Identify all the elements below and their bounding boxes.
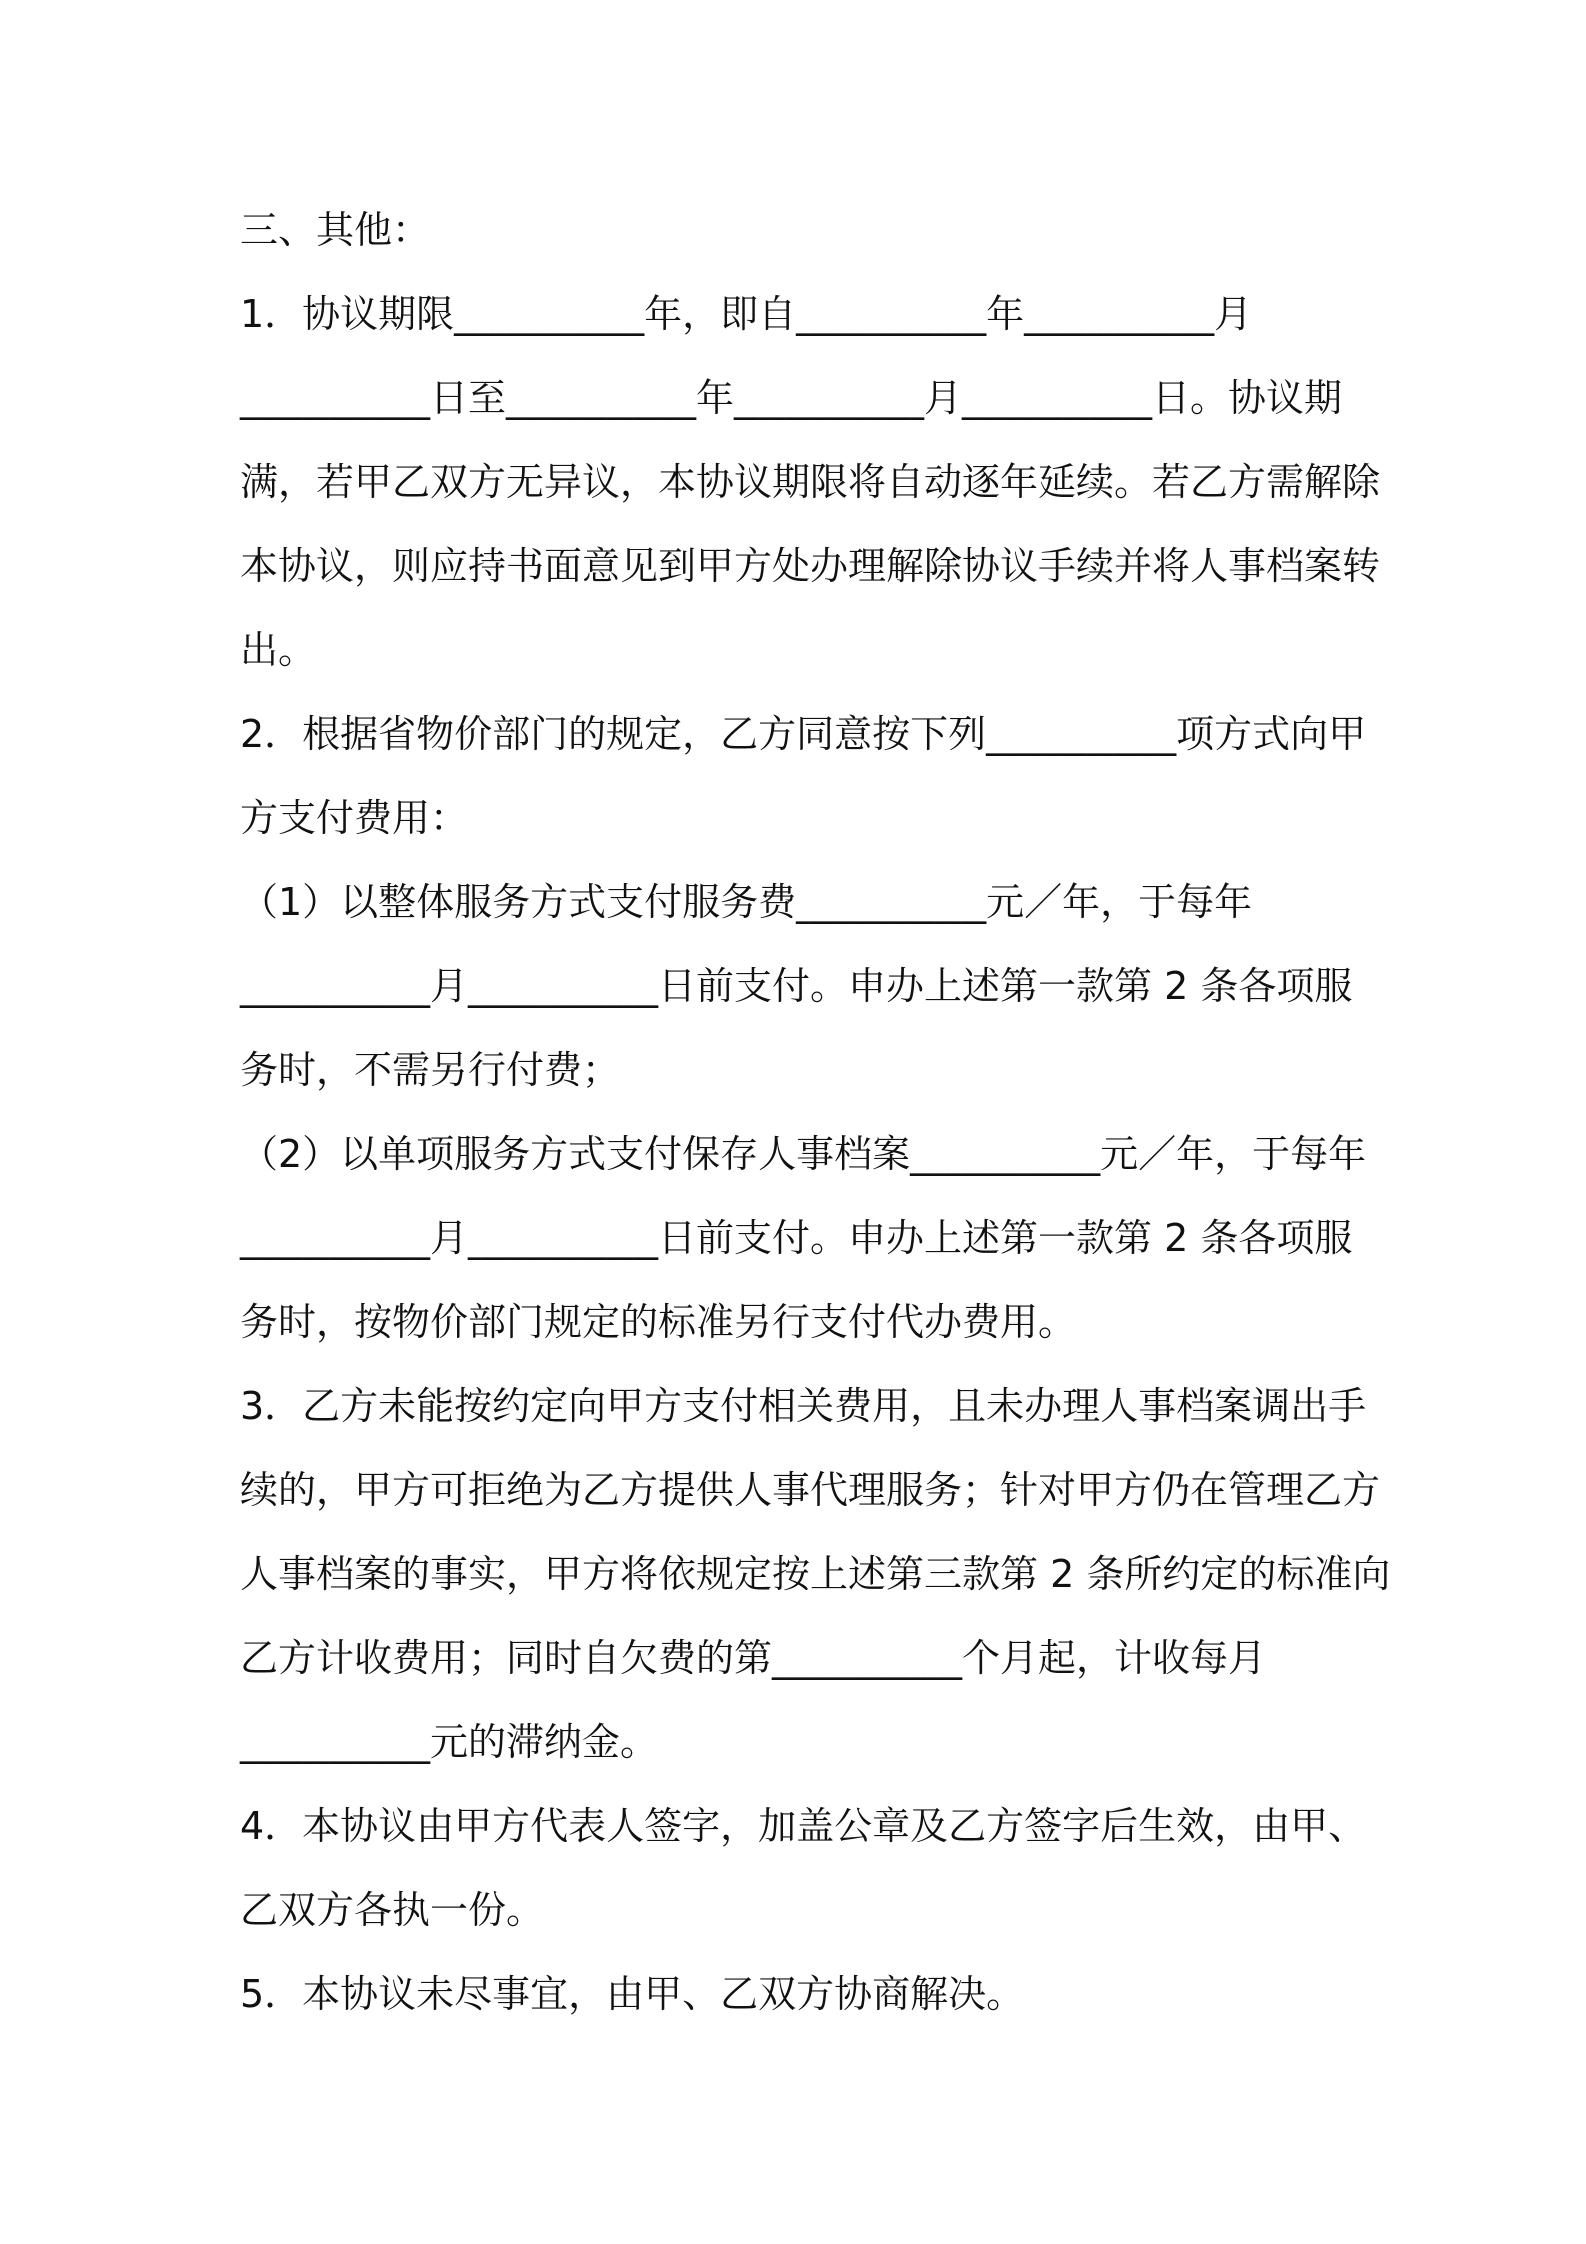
clause-2-item-2-line-1: （2）以单项服务方式支付保存人事档案__________元／年，于每年 <box>240 1132 1367 1176</box>
clause-3-line-1: 3．乙方未能按约定向甲方支付相关费用，且未办理人事档案调出手 <box>240 1384 1367 1428</box>
clause-1-line-3: 满，若甲乙双方无异议，本协议期限将自动逐年延续。若乙方需解除 <box>240 460 1381 504</box>
clause-3-line-2: 续的，甲方可拒绝为乙方提供人事代理服务；针对甲方仍在管理乙方 <box>240 1468 1381 1512</box>
clause-2-line-2: 方支付费用： <box>240 796 469 840</box>
clause-3-line-3: 人事档案的事实，甲方将依规定按上述第三款第 2 条所约定的标准向 <box>240 1552 1391 1596</box>
clause-1-line-1: 1．协议期限__________年，即自__________年__________月 <box>240 292 1253 336</box>
clause-2-line-1: 2．根据省物价部门的规定，乙方同意按下列__________项方式向甲 <box>240 712 1367 756</box>
clause-1-line-5: 出。 <box>240 628 317 672</box>
clause-2-item-2-line-3: 务时，按物价部门规定的标准另行支付代办费用。 <box>240 1300 1077 1344</box>
clause-2-item-1-line-3: 务时，不需另行付费； <box>240 1048 621 1092</box>
clause-1-line-2: __________日至__________年__________月__________日。协议期 <box>240 376 1343 420</box>
clause-2-item-1-line-2: __________月__________日前支付。申办上述第一款第 2 条各项服 <box>240 964 1353 1008</box>
section-heading: 三、其他： <box>240 208 431 252</box>
clause-2-item-1-line-1: （1）以整体服务方式支付服务费__________元／年，于每年 <box>240 880 1253 924</box>
clause-3-line-4: 乙方计收费用；同时自欠费的第__________个月起，计收每月 <box>240 1636 1267 1680</box>
clause-3-line-5: __________元的滞纳金。 <box>240 1720 659 1764</box>
clause-4-line-2: 乙双方各执一份。 <box>240 1888 545 1932</box>
clause-4-line-1: 4．本协议由甲方代表人签字，加盖公章及乙方签字后生效，由甲、 <box>240 1804 1367 1848</box>
clause-2-item-2-line-2: __________月__________日前支付。申办上述第一款第 2 条各项服 <box>240 1216 1353 1260</box>
clause-1-line-4: 本协议，则应持书面意见到甲方处办理解除协议手续并将人事档案转 <box>240 544 1381 588</box>
clause-5-line-1: 5．本协议未尽事宜，由甲、乙双方协商解决。 <box>240 1972 1025 2016</box>
